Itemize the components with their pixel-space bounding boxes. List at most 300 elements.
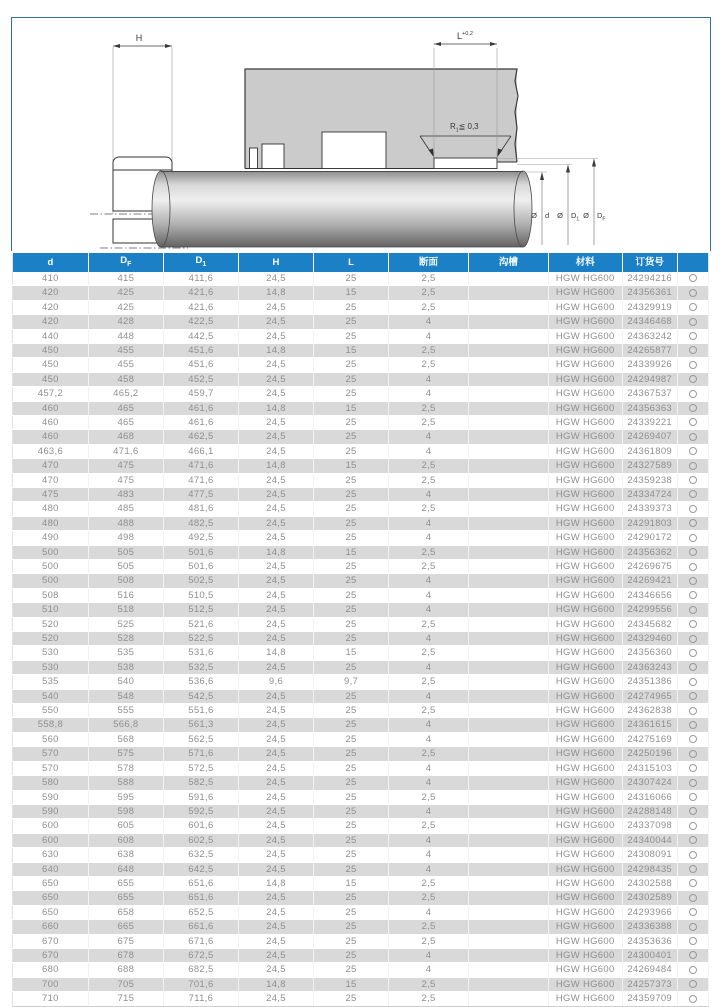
availability-circle-icon	[689, 678, 697, 686]
cell-material: HGW HG600	[548, 502, 622, 516]
cell-order_no: 24298435	[622, 862, 677, 876]
cell-d: 700	[13, 977, 89, 991]
cell-groove	[468, 632, 548, 646]
cell-order_no: 24356361	[622, 286, 677, 300]
cell-l: 25	[314, 329, 389, 343]
table-row	[13, 487, 709, 501]
availability-circle-icon	[689, 822, 697, 830]
table-row	[13, 444, 709, 458]
cell-d1: 451,6	[163, 358, 238, 372]
cell-order_no: 24367537	[622, 387, 677, 401]
column-header-d: d	[13, 253, 89, 272]
availability-circle-icon	[689, 577, 697, 585]
cell-groove	[468, 761, 548, 775]
cell-l: 15	[314, 876, 389, 890]
cell-material: HGW HG600	[548, 343, 622, 357]
cell-df: 648	[88, 862, 163, 876]
cell-marker	[677, 747, 708, 761]
cell-marker	[677, 545, 708, 559]
cell-d1: 571,6	[163, 747, 238, 761]
cell-df: 535	[88, 646, 163, 660]
cell-df: 655	[88, 876, 163, 890]
cell-cross_section: 2,5	[389, 675, 469, 689]
cell-d1: 482,5	[163, 516, 238, 530]
cell-material: HGW HG600	[548, 444, 622, 458]
table-row	[13, 790, 709, 804]
cell-cross_section: 4	[389, 948, 469, 962]
cell-d1: 651,6	[163, 891, 238, 905]
cell-l: 25	[314, 603, 389, 617]
cell-d1: 682,5	[163, 963, 238, 977]
cell-d1: 411,6	[163, 272, 238, 286]
table-row	[13, 516, 709, 530]
cell-d1: 632,5	[163, 848, 238, 862]
cell-order_no: 24288148	[622, 804, 677, 818]
cell-l: 25	[314, 920, 389, 934]
cell-d: 450	[13, 343, 89, 357]
cell-df: 598	[88, 804, 163, 818]
cell-order_no: 24339221	[622, 415, 677, 429]
cell-material: HGW HG600	[548, 905, 622, 919]
cell-cross_section: 2,5	[389, 502, 469, 516]
availability-circle-icon	[689, 951, 697, 959]
cell-d: 535	[13, 675, 89, 689]
table-row	[13, 603, 709, 617]
cell-marker	[677, 444, 708, 458]
cell-d: 650	[13, 876, 89, 890]
cell-d: 530	[13, 660, 89, 674]
cell-material: HGW HG600	[548, 790, 622, 804]
cell-df: 665	[88, 920, 163, 934]
cell-d1: 602,5	[163, 833, 238, 847]
cell-material: HGW HG600	[548, 689, 622, 703]
cell-l: 25	[314, 934, 389, 948]
cell-h: 24,5	[238, 732, 313, 746]
cell-material: HGW HG600	[548, 430, 622, 444]
table-row	[13, 401, 709, 415]
table-row	[13, 415, 709, 429]
cell-cross_section: 4	[389, 387, 469, 401]
cell-d: 560	[13, 732, 89, 746]
cell-groove	[468, 689, 548, 703]
cell-df: 715	[88, 992, 163, 1006]
cell-d: 460	[13, 401, 89, 415]
cell-order_no: 24315103	[622, 761, 677, 775]
cell-l: 25	[314, 358, 389, 372]
cell-cross_section: 4	[389, 531, 469, 545]
cell-cross_section: 2,5	[389, 747, 469, 761]
cell-groove	[468, 545, 548, 559]
cell-l: 25	[314, 992, 389, 1006]
cell-l: 25	[314, 632, 389, 646]
cell-d1: 471,6	[163, 459, 238, 473]
cell-h: 24,5	[238, 776, 313, 790]
cell-df: 688	[88, 963, 163, 977]
cell-groove	[468, 905, 548, 919]
availability-circle-icon	[689, 735, 697, 743]
cell-df: 425	[88, 286, 163, 300]
cell-d: 510	[13, 603, 89, 617]
cell-h: 24,5	[238, 905, 313, 919]
cell-h: 24,5	[238, 329, 313, 343]
column-header-order_no: 订货号	[622, 253, 677, 272]
cell-cross_section: 2,5	[389, 343, 469, 357]
cell-l: 25	[314, 704, 389, 718]
cell-order_no: 24361809	[622, 444, 677, 458]
availability-circle-icon	[689, 332, 697, 340]
availability-circle-icon	[689, 966, 697, 974]
cell-d: 540	[13, 689, 89, 703]
cell-df: 465	[88, 415, 163, 429]
availability-circle-icon	[689, 606, 697, 614]
cell-cross_section: 2,5	[389, 300, 469, 314]
cell-cross_section: 4	[389, 776, 469, 790]
radius-label-value: ≦ 0,3	[458, 122, 479, 131]
cell-material: HGW HG600	[548, 704, 622, 718]
cell-cross_section: 2,5	[389, 819, 469, 833]
cell-order_no: 24290172	[622, 531, 677, 545]
cell-d: 558,8	[13, 718, 89, 732]
cell-df: 525	[88, 617, 163, 631]
cell-d1: 536,6	[163, 675, 238, 689]
cell-h: 24,5	[238, 862, 313, 876]
cell-order_no: 24362838	[622, 704, 677, 718]
cell-cross_section: 4	[389, 963, 469, 977]
table-row	[13, 718, 709, 732]
cell-h: 24,5	[238, 689, 313, 703]
cell-d: 410	[13, 272, 89, 286]
cell-l: 25	[314, 948, 389, 962]
availability-circle-icon	[689, 318, 697, 326]
cell-order_no: 24250196	[622, 747, 677, 761]
cell-l: 25	[314, 516, 389, 530]
cell-marker	[677, 660, 708, 674]
cell-marker	[677, 272, 708, 286]
availability-circle-icon	[689, 980, 697, 988]
availability-circle-icon	[689, 418, 697, 426]
cell-d1: 452,5	[163, 372, 238, 386]
cell-marker	[677, 704, 708, 718]
table-row	[13, 833, 709, 847]
cell-groove	[468, 977, 548, 991]
cell-h: 24,5	[238, 790, 313, 804]
cell-df: 465,2	[88, 387, 163, 401]
cell-marker	[677, 516, 708, 530]
cell-material: HGW HG600	[548, 848, 622, 862]
cell-material: HGW HG600	[548, 603, 622, 617]
table-row	[13, 848, 709, 862]
cell-order_no: 24302589	[622, 891, 677, 905]
cell-marker	[677, 415, 708, 429]
cell-material: HGW HG600	[548, 761, 622, 775]
cell-h: 24,5	[238, 848, 313, 862]
cell-d: 470	[13, 473, 89, 487]
cell-order_no: 24257373	[622, 977, 677, 991]
cell-d1: 601,6	[163, 819, 238, 833]
availability-circle-icon	[689, 908, 697, 916]
table-row	[13, 588, 709, 602]
availability-circle-icon	[689, 793, 697, 801]
column-header-groove: 沟槽	[468, 253, 548, 272]
cell-df: 505	[88, 545, 163, 559]
svg-text:D1	[571, 211, 579, 223]
cell-df: 540	[88, 675, 163, 689]
cell-groove	[468, 804, 548, 818]
cell-df: 498	[88, 531, 163, 545]
cell-material: HGW HG600	[548, 732, 622, 746]
dia-symbol-df: Ø	[583, 211, 589, 220]
cell-material: HGW HG600	[548, 473, 622, 487]
cell-h: 24,5	[238, 502, 313, 516]
cell-df: 675	[88, 934, 163, 948]
cell-h: 24,5	[238, 300, 313, 314]
cell-l: 25	[314, 804, 389, 818]
cell-h: 24,5	[238, 387, 313, 401]
cell-groove	[468, 704, 548, 718]
cell-material: HGW HG600	[548, 963, 622, 977]
cell-d: 480	[13, 516, 89, 530]
cell-h: 9,6	[238, 675, 313, 689]
cell-l: 25	[314, 660, 389, 674]
cell-marker	[677, 329, 708, 343]
table-row	[13, 804, 709, 818]
dia-symbol-d: Ø	[531, 211, 537, 220]
cell-order_no: 24308091	[622, 848, 677, 862]
cell-cross_section: 2,5	[389, 415, 469, 429]
cell-marker	[677, 776, 708, 790]
availability-circle-icon	[689, 404, 697, 412]
main-section-view	[152, 31, 605, 247]
cell-material: HGW HG600	[548, 574, 622, 588]
cell-order_no: 24291803	[622, 516, 677, 530]
cell-d1: 501,6	[163, 545, 238, 559]
availability-circle-icon	[689, 836, 697, 844]
cell-h: 24,5	[238, 272, 313, 286]
cell-df: 488	[88, 516, 163, 530]
availability-circle-icon	[689, 937, 697, 945]
availability-circle-icon	[689, 591, 697, 599]
cell-material: HGW HG600	[548, 804, 622, 818]
cell-order_no: 24345682	[622, 617, 677, 631]
cell-df: 566,8	[88, 718, 163, 732]
cell-df: 578	[88, 761, 163, 775]
cell-marker	[677, 487, 708, 501]
cell-cross_section: 4	[389, 761, 469, 775]
cell-material: HGW HG600	[548, 675, 622, 689]
availability-circle-icon	[689, 303, 697, 311]
cell-df: 655	[88, 891, 163, 905]
cell-order_no: 24337098	[622, 819, 677, 833]
cell-h: 24,5	[238, 833, 313, 847]
availability-circle-icon	[689, 894, 697, 902]
cell-order_no: 24307424	[622, 776, 677, 790]
cell-df: 475	[88, 473, 163, 487]
cell-h: 24,5	[238, 473, 313, 487]
availability-circle-icon	[689, 649, 697, 657]
cell-d1: 711,6	[163, 992, 238, 1006]
radius-label-base: R	[450, 122, 456, 131]
cell-groove	[468, 574, 548, 588]
cell-material: HGW HG600	[548, 632, 622, 646]
cell-cross_section: 2,5	[389, 704, 469, 718]
cell-marker	[677, 689, 708, 703]
cell-h: 24,5	[238, 574, 313, 588]
cell-marker	[677, 387, 708, 401]
cell-d1: 532,5	[163, 660, 238, 674]
cell-l: 25	[314, 300, 389, 314]
cell-marker	[677, 761, 708, 775]
cell-l: 15	[314, 646, 389, 660]
cell-df: 415	[88, 272, 163, 286]
cell-groove	[468, 387, 548, 401]
cell-cross_section: 4	[389, 848, 469, 862]
l-dim-label: L	[457, 31, 463, 41]
cell-cross_section: 4	[389, 574, 469, 588]
cell-groove	[468, 747, 548, 761]
cell-d1: 442,5	[163, 329, 238, 343]
cell-order_no: 24339373	[622, 502, 677, 516]
cell-d1: 531,6	[163, 646, 238, 660]
availability-circle-icon	[689, 779, 697, 787]
cell-order_no: 24339926	[622, 358, 677, 372]
h-dim-label: H	[135, 33, 143, 43]
cell-order_no: 24269484	[622, 963, 677, 977]
cell-marker	[677, 718, 708, 732]
cell-d: 630	[13, 848, 89, 862]
cell-d: 420	[13, 300, 89, 314]
cell-cross_section: 2,5	[389, 617, 469, 631]
cell-h: 14,8	[238, 286, 313, 300]
table-row	[13, 272, 709, 286]
cell-d: 650	[13, 905, 89, 919]
cell-marker	[677, 934, 708, 948]
svg-text:L+0,2	[457, 31, 473, 41]
table-row	[13, 934, 709, 948]
cell-d: 590	[13, 790, 89, 804]
cell-marker	[677, 603, 708, 617]
cell-d: 460	[13, 430, 89, 444]
cell-df: 485	[88, 502, 163, 516]
cell-cross_section: 2,5	[389, 876, 469, 890]
dia-df-base: D	[597, 211, 603, 220]
cell-l: 25	[314, 819, 389, 833]
availability-circle-icon	[689, 548, 697, 556]
cell-d: 570	[13, 761, 89, 775]
cell-h: 24,5	[238, 372, 313, 386]
table-row	[13, 689, 709, 703]
cell-l: 25	[314, 761, 389, 775]
cell-l: 25	[314, 574, 389, 588]
cell-order_no: 24329919	[622, 300, 677, 314]
cell-d1: 551,6	[163, 704, 238, 718]
cell-groove	[468, 833, 548, 847]
cell-groove	[468, 401, 548, 415]
column-header-h: H	[238, 253, 313, 272]
cell-h: 24,5	[238, 761, 313, 775]
cell-d1: 471,6	[163, 473, 238, 487]
cell-material: HGW HG600	[548, 876, 622, 890]
cell-h: 24,5	[238, 718, 313, 732]
cell-order_no: 24269407	[622, 430, 677, 444]
cell-order_no: 24359709	[622, 992, 677, 1006]
table-header	[13, 253, 709, 272]
table-row	[13, 660, 709, 674]
cell-df: 455	[88, 358, 163, 372]
cell-order_no: 24356360	[622, 646, 677, 660]
cell-df: 425	[88, 300, 163, 314]
cell-groove	[468, 790, 548, 804]
cell-l: 25	[314, 848, 389, 862]
cell-d: 530	[13, 646, 89, 660]
cell-l: 25	[314, 430, 389, 444]
cell-material: HGW HG600	[548, 531, 622, 545]
table-row	[13, 876, 709, 890]
cell-cross_section: 4	[389, 487, 469, 501]
cell-material: HGW HG600	[548, 819, 622, 833]
cell-material: HGW HG600	[548, 415, 622, 429]
cell-material: HGW HG600	[548, 286, 622, 300]
cell-order_no: 24274965	[622, 689, 677, 703]
cell-df: 508	[88, 574, 163, 588]
cell-d: 460	[13, 415, 89, 429]
cell-d1: 592,5	[163, 804, 238, 818]
cell-l: 25	[314, 560, 389, 574]
table-row	[13, 459, 709, 473]
cell-d1: 671,6	[163, 934, 238, 948]
cell-cross_section: 4	[389, 732, 469, 746]
cell-d1: 422,5	[163, 315, 238, 329]
cell-order_no: 24340044	[622, 833, 677, 847]
cell-d1: 661,6	[163, 920, 238, 934]
cell-l: 25	[314, 689, 389, 703]
cell-order_no: 24300401	[622, 948, 677, 962]
availability-circle-icon	[689, 274, 697, 282]
cell-cross_section: 2,5	[389, 934, 469, 948]
cell-l: 9,7	[314, 675, 389, 689]
housing	[245, 69, 518, 169]
cell-material: HGW HG600	[548, 747, 622, 761]
availability-circle-icon	[689, 750, 697, 758]
availability-circle-icon	[689, 490, 697, 498]
cell-l: 25	[314, 372, 389, 386]
cell-cross_section: 4	[389, 444, 469, 458]
cell-marker	[677, 992, 708, 1006]
rod	[152, 171, 532, 247]
cell-order_no: 24334724	[622, 487, 677, 501]
cell-marker	[677, 848, 708, 862]
cell-groove	[468, 862, 548, 876]
cell-l: 25	[314, 272, 389, 286]
cell-l: 25	[314, 891, 389, 905]
cell-cross_section: 2,5	[389, 545, 469, 559]
cell-h: 24,5	[238, 588, 313, 602]
cell-d1: 421,6	[163, 300, 238, 314]
cell-d1: 492,5	[163, 531, 238, 545]
availability-circle-icon	[689, 879, 697, 887]
cell-groove	[468, 430, 548, 444]
cell-cross_section: 4	[389, 660, 469, 674]
cell-h: 14,8	[238, 646, 313, 660]
cell-d: 570	[13, 747, 89, 761]
cell-d1: 477,5	[163, 487, 238, 501]
table-row	[13, 646, 709, 660]
cell-order_no: 24293966	[622, 905, 677, 919]
cell-marker	[677, 790, 708, 804]
cell-cross_section: 2,5	[389, 790, 469, 804]
cell-df: 448	[88, 329, 163, 343]
cell-d1: 451,6	[163, 343, 238, 357]
cell-d: 660	[13, 920, 89, 934]
